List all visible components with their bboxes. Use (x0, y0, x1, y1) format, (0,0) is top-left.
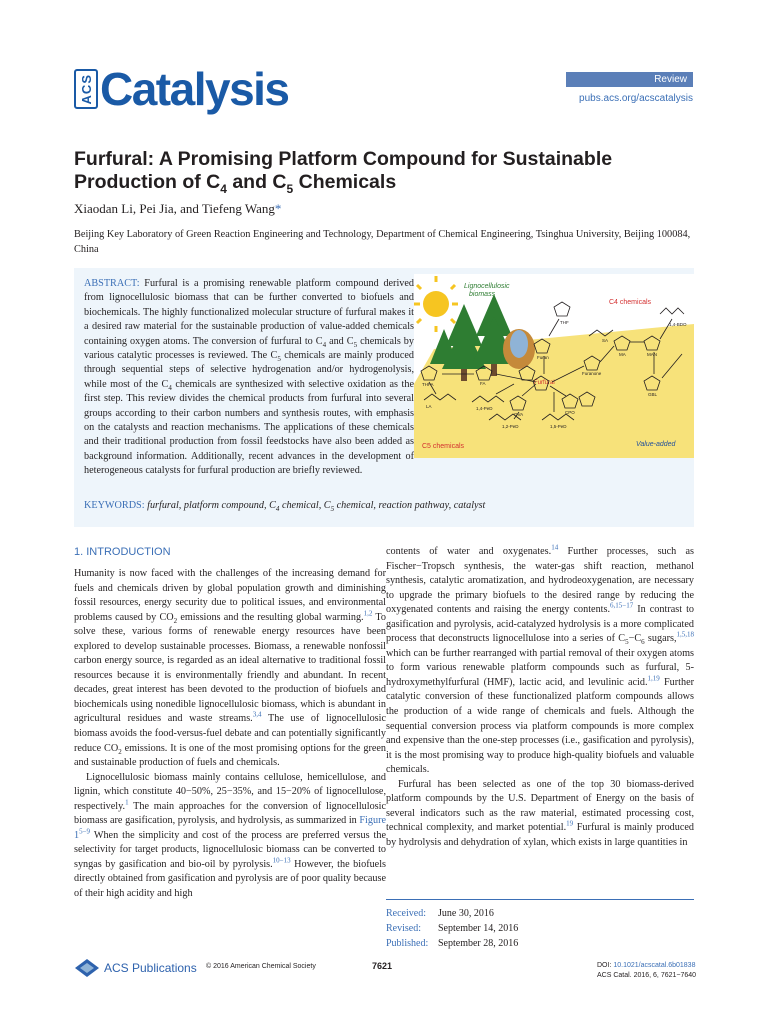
keywords-label: KEYWORDS: (84, 500, 145, 511)
abstract-body: chemicals are synthesized with selective oxidation as the first step. This review divides the chemical products from furfural into several groups according to their carbon numbers and synthesis routes, with emphasis on the catalysts and reaction mechanisms. The applications of these chemicals and their traditional production from fossil feedstocks have also been added as background information. Additionally, recent advances in the development of heterogeneous catalysts for furfural production are briefly reviewed. (84, 378, 414, 477)
title-sub-4: 4 (220, 181, 227, 196)
affiliation: Beijing Key Laboratory of Green Reaction Engineering and Technology, Department of Chemical Engineering, Tsinghua University, Beijing 100084, China (74, 229, 691, 255)
keywords-text: chemical, C (279, 500, 331, 511)
compound-label: LA (426, 404, 432, 409)
reference-link[interactable]: 3,4 (252, 711, 262, 720)
abstract-sub: 5 (353, 340, 358, 349)
published-label: Published: (386, 938, 429, 949)
publisher-name: ACS Publications (104, 961, 197, 975)
acs-logo-text: ACS (78, 73, 94, 105)
compound-label: CPO (565, 410, 575, 415)
reference-link[interactable]: 14 (551, 543, 559, 552)
compound-label: MAN (647, 352, 657, 357)
toc-center-label: Furfural (534, 380, 555, 386)
figure-link[interactable]: Figure 1 (74, 815, 386, 841)
abstract-sub: 4 (168, 383, 172, 392)
abstract-body: and C (326, 335, 354, 347)
paragraph: Lignocellulosic biomass mainly contains cellulose, hemicellulose, and lignin, which constitute 40−50%, 25−35%, and 15−20% of lignocellulose, respectively.$^1$ The main approaches for the conversion of lignocellulosic biomass are gasification, pyrolysis, and hydrolysis, as summarized in Figure $1^{5-9}$ When the simplicity and cost of the process are preferred versus the selectivity for target products, lignocellulosic biomass can be converted to syngas by gasification and bio-oil by pyrolysis.$^{10-13}$ However, the biofuels directly obtained from gasification and pyrolysis are of poor quality because of their high acidity and high (74, 771, 386, 900)
acs-publications-icon (74, 958, 100, 978)
compound-label: MA (619, 352, 626, 357)
journal-logo (74, 63, 289, 115)
title-sub-5: 5 (286, 181, 294, 196)
abstract-body: chemicals are mainly produced through sequential steps of selective hydrogenation and/or hydrogenolysis, while most of the C (84, 350, 414, 390)
reference-link[interactable]: 1,19 (647, 674, 660, 683)
keywords-text: furfural, platform compound, C (144, 500, 276, 511)
title-line-2a: Production of C (74, 171, 221, 193)
reference-link[interactable]: 5−9 (79, 827, 91, 836)
keywords-sub: 4 (275, 505, 280, 514)
compound-label: 1,5-PeD (550, 424, 567, 429)
doi-block (597, 961, 696, 981)
acs-logo-box (74, 69, 98, 109)
compound-label: Furanone (582, 371, 602, 376)
compound-label: 1,2-PeD (502, 424, 519, 429)
abstract-body: Furfural is a promising renewable platform compound derived from lignocellulosic biomass that can be further converted to biofuels and biochemicals. The highly functionalized molecular structure of furfural makes it a desired raw material for the sustainable production of value-added chemicals containing oxygen atoms. The conversion of furfural to C (84, 278, 414, 347)
toc-graphic-spacer (414, 277, 684, 461)
reference-link[interactable]: 1 (125, 798, 129, 807)
journal-url-link[interactable]: pubs.acs.org/acscatalysis (579, 93, 693, 104)
compound-label: FA (480, 381, 486, 386)
citation: ACS Catal. 2016, 6, 7621−7640 (597, 972, 697, 979)
keywords (84, 500, 684, 514)
reference-link[interactable]: 1,5,18 (676, 630, 695, 639)
doi-label: DOI: (597, 962, 614, 969)
toc-c5-label: C5 chemicals (422, 443, 465, 450)
compound-label: SA (602, 338, 609, 343)
toc-value-added-label: Value-added (636, 441, 676, 448)
reference-link[interactable]: 6,15−17 (610, 601, 634, 610)
article-type-badge: Review (566, 72, 693, 87)
revised-label: Revised: (386, 923, 421, 934)
revised-date: September 14, 2016 (438, 923, 519, 934)
article-title (74, 148, 714, 194)
body-column-left (74, 567, 386, 902)
abstract-sub: 4 (322, 340, 327, 349)
corresponding-author-mark[interactable]: * (274, 201, 282, 216)
publisher-logo[interactable] (74, 958, 197, 978)
section-heading: 1. INTRODUCTION (74, 546, 171, 558)
abstract-text (84, 277, 684, 479)
body-column-right (386, 545, 694, 850)
keywords-text: chemical, reaction pathway, catalyst (334, 500, 486, 511)
copyright: © 2016 American Chemical Society (206, 963, 316, 970)
compound-label: 1,4-PeD (476, 406, 493, 411)
author-list (74, 201, 281, 217)
title-line-1: Furfural: A Promising Platform Compound for Sustainable (74, 148, 613, 170)
paragraph: Humanity is now faced with the challenges of the increasing demand for fuels and chemicals driven by global population growth and diminishing fossil resources, energy security due to political issues, and environmental problems caused by $CO_2$ emissions and the resulting global warming.$^{1,2}$ To solve these, various forms of renewable energy resources have been explored to develop sustainable processes. Biomass, a renewable nonfossil carbon energy source, is regarded as an ideal alternative to traditional fossil resources because it is environmentally friendly and abundant. In recent decades, great interest has been devoted to the production of biofuels and biochemicals using nonedible lignocellulosic biomass, which is abundant in agricultural residues and waste streams.$^{3,4}$ The use of lignocellulosic biomass avoids the food-versus-fuel debate and can potentially significantly reduce $CO_2$ emissions. It is one of the most promising options for the green and sustainable production of fuels and chemicals. (74, 568, 386, 769)
publication-dates (386, 899, 694, 951)
paragraph: Furfural has been selected as one of the top 30 biomass-derived platform compounds by the U.S. Department of Energy on the basis of several indicators such as the raw material, estimated processing cost, technical complexity, and market potential.$^{19}$ Furfural is mainly produced by hydrolysis and dehydration of xylan, which exists in large quantities in (386, 778, 694, 848)
compound-label: THF (560, 320, 569, 325)
compound-label: GVA (514, 412, 524, 417)
journal-name: Catalysis (100, 63, 289, 115)
published-date: September 28, 2016 (438, 938, 519, 949)
abstract-label: ABSTRACT: (84, 278, 140, 289)
reference-link[interactable]: 1,2 (363, 609, 373, 618)
doi-link[interactable]: 10.1021/acscatal.6b01838 (613, 962, 696, 969)
toc-biomass-label-2: biomass (469, 291, 496, 298)
title-line-2c: Chemicals (293, 171, 397, 193)
title-line-2b: and C (226, 171, 287, 193)
authors-text: Xiaodan Li, Pei Jia, and Tiefeng Wang (74, 201, 275, 216)
reference-link[interactable]: 10−13 (272, 856, 291, 865)
abstract-body: chemicals by various catalytic processes is reviewed. The C (84, 335, 414, 362)
compound-label: Furan (537, 355, 549, 360)
page-number: 7621 (372, 961, 393, 971)
received-label: Received: (386, 908, 426, 919)
compound-label: GBL (648, 392, 658, 397)
keywords-sub: 5 (330, 505, 335, 514)
toc-c4-label: C4 chemicals (609, 299, 652, 306)
abstract-box (74, 268, 694, 527)
abstract-sub: 5 (277, 355, 281, 364)
paragraph: contents of water and oxygenates.$^{14}$ Further processes, such as Fischer−Tropsch synthesis, the water-gas shift reaction, methanol synthesis, catalytic aromatization, and hydrodeoxygenation, are necessary to upgrade the primary biofuels to the desired range by reducing the oxygenated contents and raising the energy contents.$^{6,15-17}$ In contrast to gasification and pyrolysis, acid-catalyzed hydrolysis is a more complicated process that deconstructs lignocellulose into a series of $C_5-C_6$ sugars,$^{1,5,18}$ which can be further rearranged with partial removal of their oxygen atoms to form various renewable platform compounds such as furfural, 5-hydroxymethylfurfural (HMF), lactic acid, and levulinic acid.$^{1,19}$ Further catalytic conversion of these functionalized platform compounds allows the production of a wide range of chemicals and fuels. Although the sequential conversion process via platform compounds is more complex and expensive than the one-step processes (i.e., gasification and pyrolysis), it is the most promising way to produce high-quality biofuels and valuable chemicals. (386, 543, 695, 776)
compound-label: THFA (422, 382, 434, 387)
received-date: June 30, 2016 (438, 908, 494, 919)
toc-biomass-label-1: Lignocellulosic (464, 283, 510, 290)
compound-label: 1,4-BDO (669, 322, 687, 327)
reference-link[interactable]: 19 (566, 820, 574, 828)
